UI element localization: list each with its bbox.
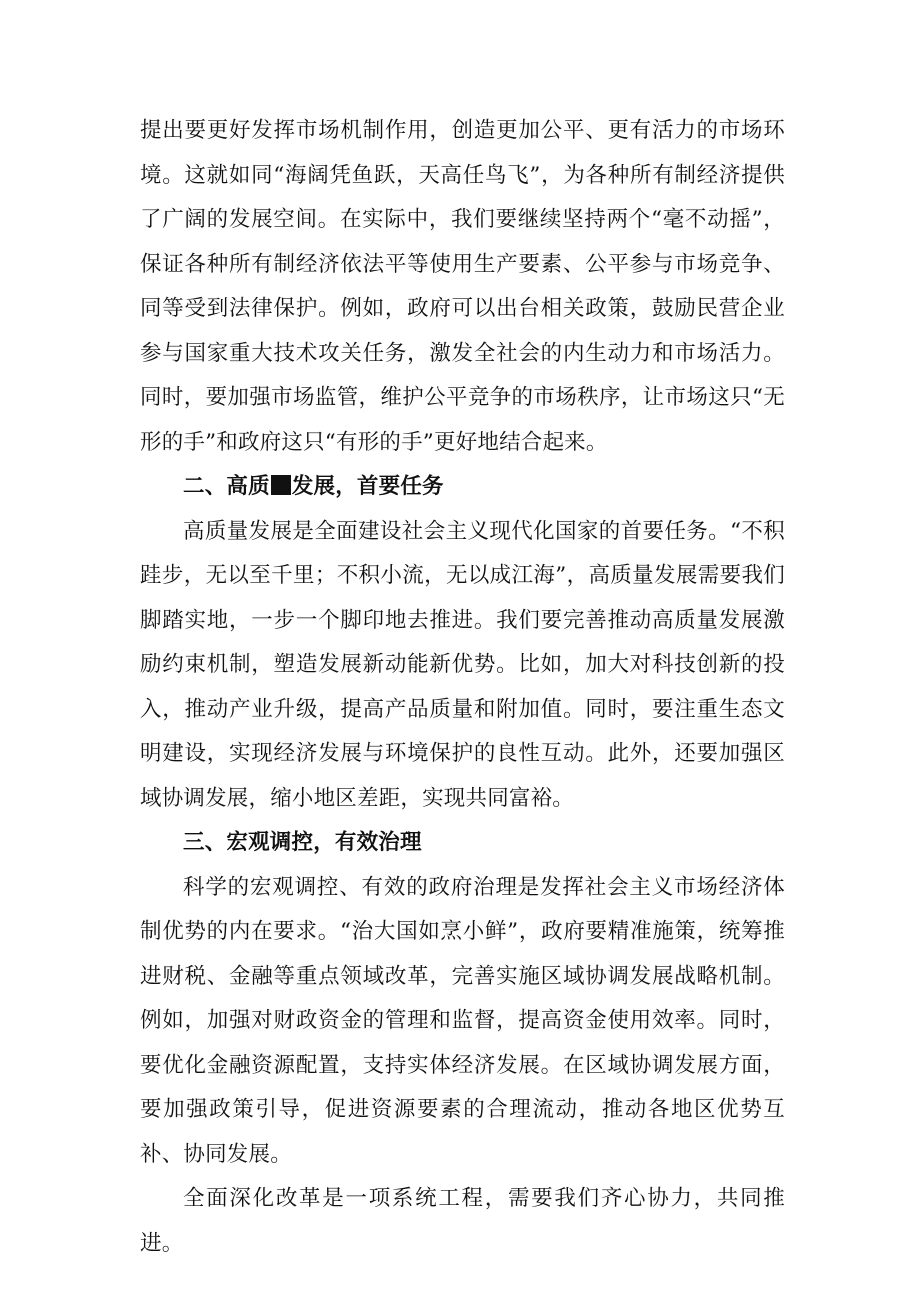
section-heading-high-quality-development — [140, 465, 785, 510]
heading-text-suffix: 发展，首要任务 — [291, 474, 444, 499]
paragraph-market-mechanism: 提出要更好发挥市场机制作用，创造更加公平、更有活力的市场环境。这就如同“海阔凭鱼跃，天高任鸟飞”，为各种所有制经济提供了广阔的发展空间。在实际中，我们要继续坚持两个“毫不动摇”，保证各种所有制经济依法平等使用生产要素、公平参与市场竞争、同等受到法律保护。例如，政府可以出台相关政策，鼓励民营企业参与国家重大技术攻关任务，激发全社会的内生动力和市场活力。同时，要加强市场监管，维护公平竞争的市场秩序，让市场这只“无形的手”和政府这只“有形的手”更好地结合起来。 — [140, 118, 785, 455]
document-body — [140, 109, 785, 1266]
paragraph-macro-control: 科学的宏观调控、有效的政府治理是发挥社会主义市场经济体制优势的内在要求。“治大国如烹小鲜”，政府要精准施策，统筹推进财税、金融等重点领域改革，完善实施区域协调发展战略机制。例如，加强对财政资金的管理和监督，提高资金使用效率。同时，要优化金融资源配置，支持实体经济发展。在区域协调发展方面，要加强政策引导，促进资源要素的合理流动，推动各地区优势互补、协同发展。 — [140, 874, 785, 1167]
section-heading-macro-control: 三、宏观调控，有效治理 — [183, 830, 422, 855]
paragraph-high-quality-development: 高质量发展是全面建设社会主义现代化国家的首要任务。“不积跬步，无以至千里；不积小流，无以成江海”，高质量发展需要我们脚踏实地，一步一个脚印地去推进。我们要完善推动高质量发展激励约束机制，塑造发展新动能新优势。比如，加大对科技创新的投入，推动产业升级，提高产品质量和附加值。同时，要注重生态文明建设，实现经济发展与环境保护的良性互动。此外，还要加强区域协调发展，缩小地区差距，实现共同富裕。 — [140, 518, 785, 811]
redaction-block-icon — [271, 475, 291, 495]
paragraph-conclusion: 全面深化改革是一项系统工程，需要我们齐心协力，共同推进。 — [140, 1186, 785, 1256]
heading-text-prefix: 二、高质 — [183, 474, 270, 499]
